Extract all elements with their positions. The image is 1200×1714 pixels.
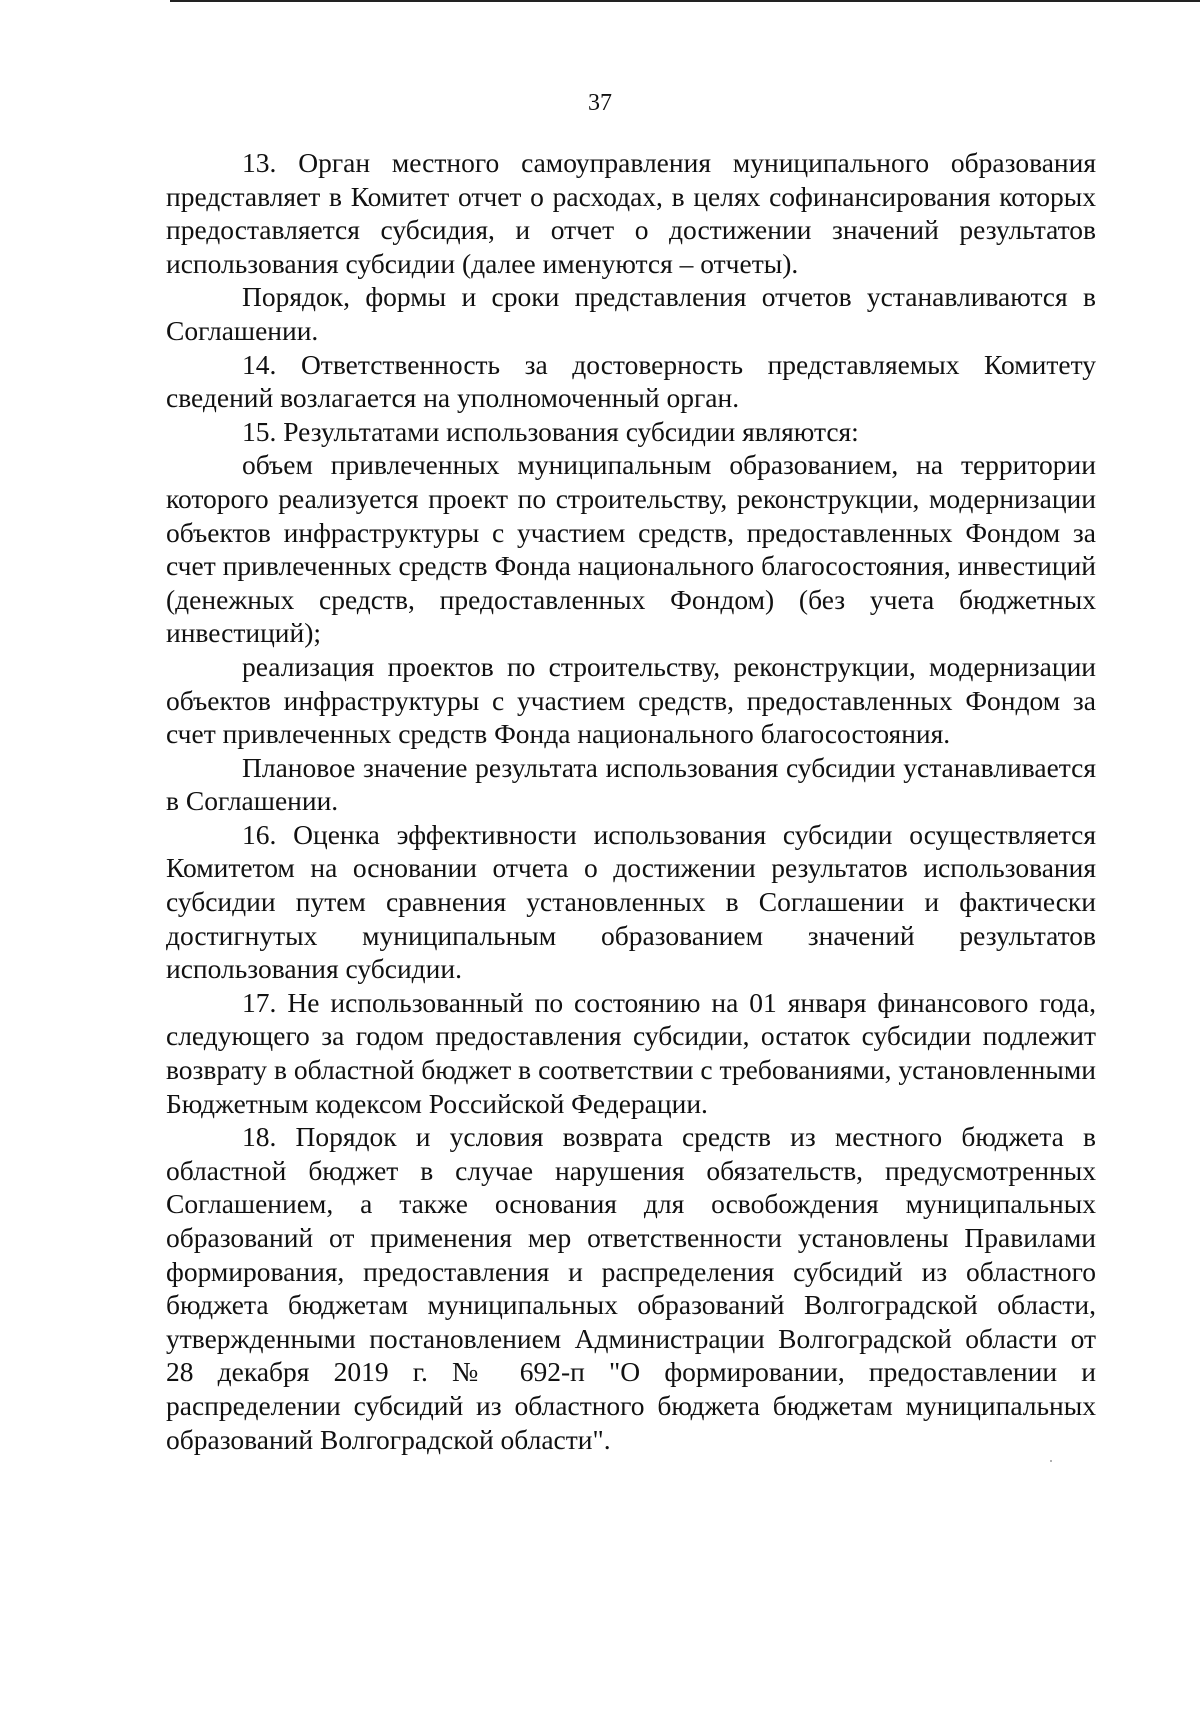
paragraph-17-unused-balance: 17. Не использованный по состоянию на 01 января финансового года, следующего за годом предоставления субсидии, остаток субсидии подлежит возврату в областной бюджет в соответствии с требованиями, установленными Бюджетным кодексом Российской Федерации. <box>166 986 1096 1119</box>
paragraph-13-reports: 13. Орган местного самоуправления муниципального образования представляет в Комитет отчет о расходах, в целях софинансирования которых предоставляется субсидия, и отчет о достижении значений результатов использования субсидии (далее именуются – отчеты). <box>166 147 1096 279</box>
scan-top-edge <box>170 0 1200 2</box>
scan-speck <box>1050 1460 1052 1462</box>
paragraph-18-return-procedure: 18. Порядок и условия возврата средств из местного бюджета в областной бюджет в случае нарушения обязательств, предусмотренных Соглашением, а также основания для освобождения муниципальных образований от применения мер ответственности установлены Правилами формирования, предоставления и распределения субсидий из областного бюджета бюджетам муниципальных образований Волгоградской области, утвержденными постановлением Администрации Волгоградской области от 28 декабря 2019 г. № 692-п "О формировании, предоставлении и распределении субсидий из областного бюджета бюджетам муниципальных образований Волгоградской области". <box>166 1121 1096 1455</box>
paragraph-15-result-projects: реализация проектов по строительству, реконструкции, модернизации объектов инфраструктуры с участием средств, предоставленных Фондом за счет привлеченных средств Фонда национального благосостояния. <box>166 650 1096 750</box>
paragraph-report-procedure: Порядок, формы и сроки представления отчетов устанавливаются в Соглашении. <box>166 281 1096 346</box>
paragraph-15-result-volume: объем привлеченных муниципальным образованием, на территории которого реализуется проект по строительству, реконструкции, модернизации объектов инфраструктуры с участием средств, предоставленных Фондом за счет привлеченных средств Фонда национального благосостояния, инвестиций (денежных средств, предоставленных Фондом) (без учета бюджетных инвестиций); <box>166 449 1096 649</box>
document-body <box>166 146 1096 1456</box>
page-number: 37 <box>588 90 612 116</box>
paragraph-16-efficiency: 16. Оценка эффективности использования субсидии осуществляется Комитетом на основании отчета о достижении результатов использования субсидии путем сравнения установленных в Соглашении и фактически достигнутых муниципальным образованием значений результатов использования субсидии. <box>166 818 1096 985</box>
paragraph-15-results-intro: 15. Результатами использования субсидии являются: <box>242 415 859 447</box>
paragraph-14-responsibility: 14. Ответственность за достоверность представляемых Комитету сведений возлагается на уполномоченный орган. <box>166 348 1096 414</box>
paragraph-planned-value: Плановое значение результата использования субсидии устанавливается в Соглашении. <box>166 751 1096 817</box>
